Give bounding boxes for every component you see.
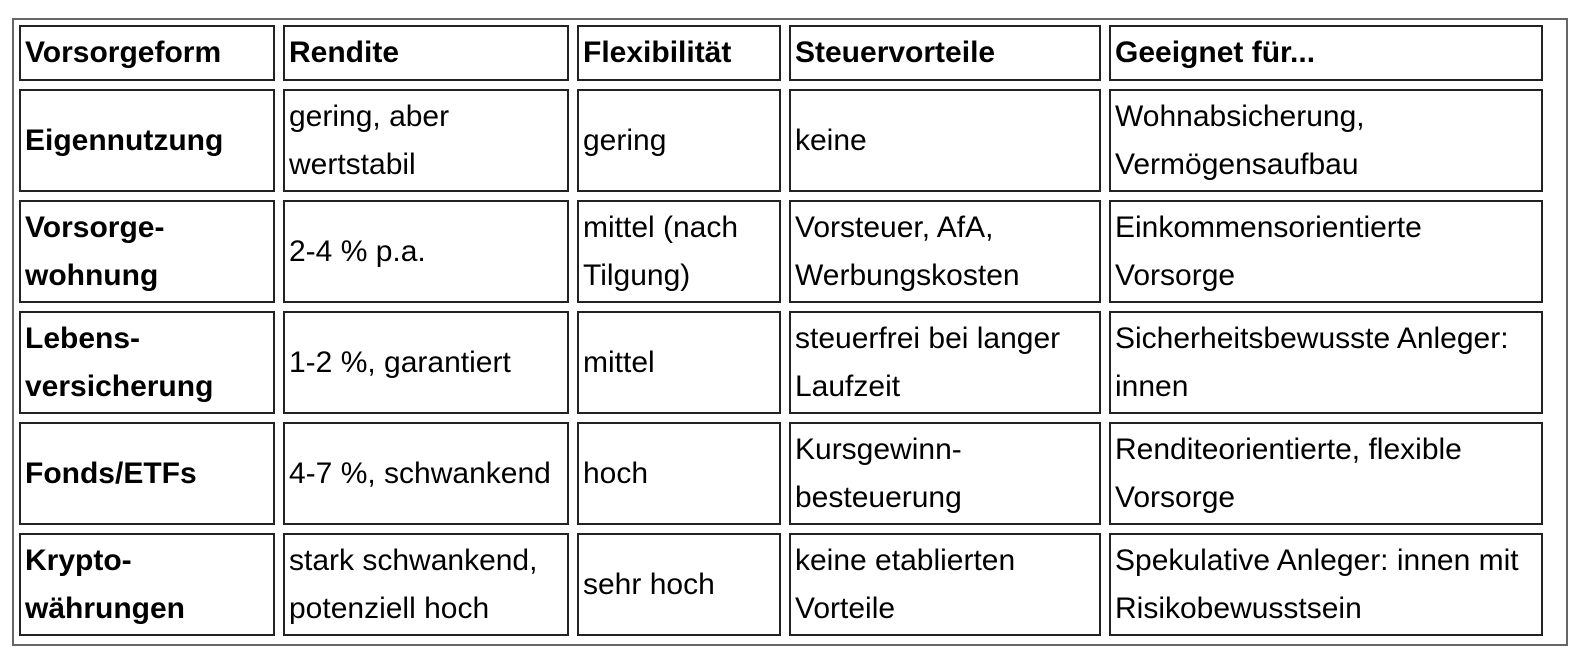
table-row	[19, 422, 1543, 525]
cell-flexibilitaet: mittel	[577, 311, 781, 414]
cell-vorsorgeform: Vorsorge-wohnung	[19, 200, 275, 303]
cell-vorsorgeform: Lebens-versicherung	[19, 311, 275, 414]
cell-geeignet-fuer: Einkommensorientierte Vorsorge	[1109, 200, 1543, 303]
header-flexibilitaet: Flexibilität	[577, 25, 781, 81]
cell-flexibilitaet: sehr hoch	[577, 533, 781, 636]
table-row	[19, 311, 1543, 414]
table-row	[19, 533, 1543, 636]
header-vorsorgeform: Vorsorgeform	[19, 25, 275, 81]
header-steuervorteile: Steuervorteile	[789, 25, 1101, 81]
cell-steuervorteile: Kursgewinn-besteuerung	[789, 422, 1101, 525]
cell-rendite: 1-2 %, garantiert	[283, 311, 569, 414]
cell-vorsorgeform: Eigennutzung	[19, 89, 275, 192]
table-header-row	[19, 25, 1543, 81]
cell-vorsorgeform: Fonds/ETFs	[19, 422, 275, 525]
cell-flexibilitaet: hoch	[577, 422, 781, 525]
cell-rendite: gering, aber wertstabil	[283, 89, 569, 192]
header-geeignet-fuer: Geeignet für...	[1109, 25, 1543, 81]
cell-flexibilitaet: gering	[577, 89, 781, 192]
cell-geeignet-fuer: Spekulative Anleger: innen mit Risikobewusstsein	[1109, 533, 1543, 636]
table-row	[19, 200, 1543, 303]
cell-rendite: 4-7 %, schwankend	[283, 422, 569, 525]
cell-steuervorteile: Vorsteuer, AfA, Werbungskosten	[789, 200, 1101, 303]
cell-geeignet-fuer: Sicherheitsbewusste Anleger: innen	[1109, 311, 1543, 414]
cell-flexibilitaet: mittel (nach Tilgung)	[577, 200, 781, 303]
cell-geeignet-fuer: Renditeorientierte, flexible Vorsorge	[1109, 422, 1543, 525]
table-row	[19, 89, 1543, 192]
cell-rendite: stark schwankend, potenziell hoch	[283, 533, 569, 636]
comparison-table	[11, 17, 1551, 644]
cell-vorsorgeform: Krypto-währungen	[19, 533, 275, 636]
cell-steuervorteile: keine etablierten Vorteile	[789, 533, 1101, 636]
cell-geeignet-fuer: Wohnabsicherung, Vermögensaufbau	[1109, 89, 1543, 192]
cell-steuervorteile: steuerfrei bei langer Laufzeit	[789, 311, 1101, 414]
header-rendite: Rendite	[283, 25, 569, 81]
cell-rendite: 2-4 % p.a.	[283, 200, 569, 303]
cell-steuervorteile: keine	[789, 89, 1101, 192]
comparison-table-frame	[12, 18, 1568, 646]
